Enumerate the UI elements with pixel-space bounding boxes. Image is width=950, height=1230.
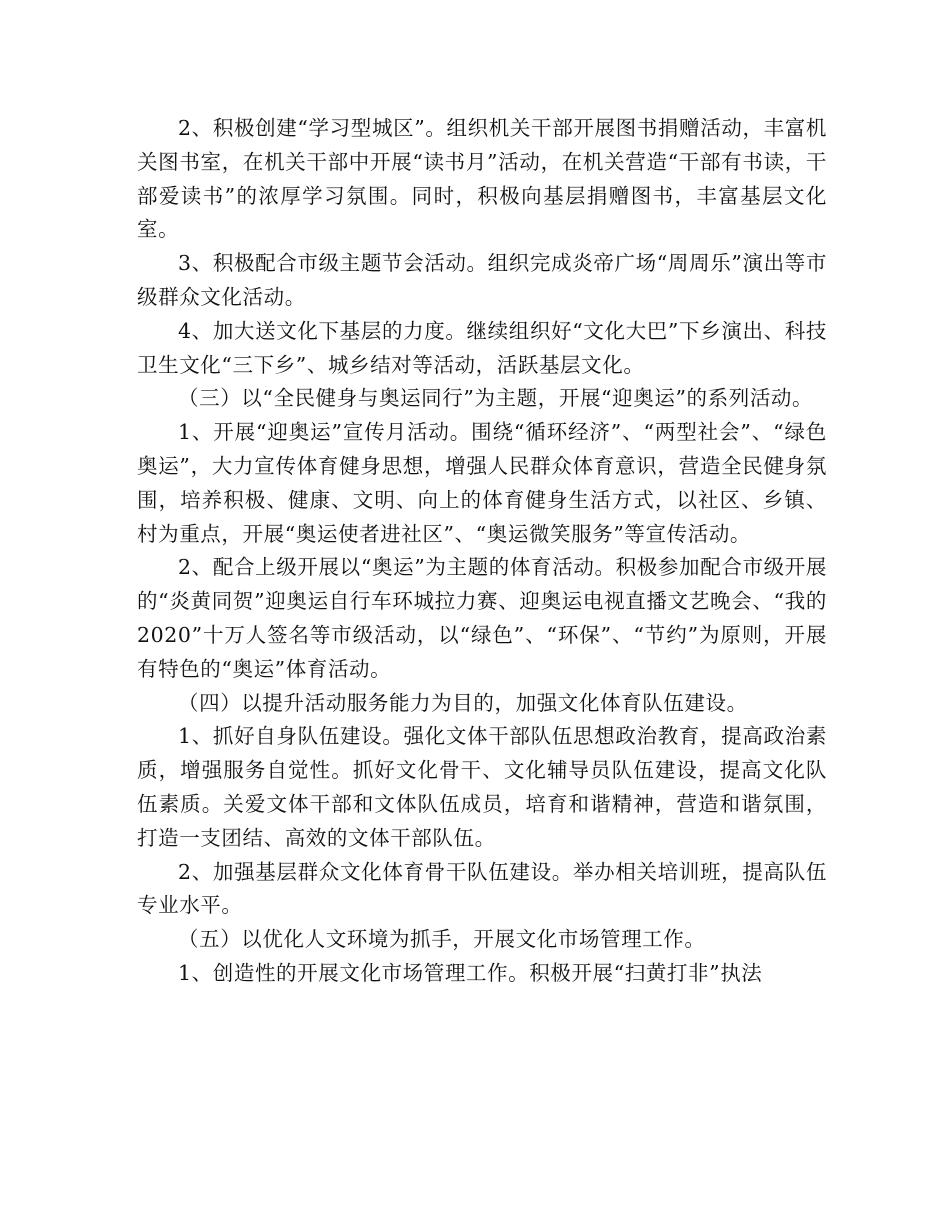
section-heading-5-market-management: （五）以优化人文环境为抓手，开展文化市场管理工作。 xyxy=(178,927,706,952)
paragraph-item-1-market-management: 1、创造性的开展文化市场管理工作。积极开展“扫黄打非”执法 xyxy=(178,960,763,985)
paragraph-item-2-olympics-sports: 2、配合上级开展以“奥运”为主题的体育活动。积极参加配合市级开展的“炎黄同贺”迎奥运自行车环城拉力赛、迎奥运电视直播文艺晚会、“我的2020”十万人签名等市级活动，以“绿色”、“环保”、“节约”为原则，开展有特色的“奥运”体育活动。 xyxy=(137,555,827,681)
paragraph-item-4-culture-to-grassroots: 4、加大送文化下基层的力度。继续组织好“文化大巴”下乡演出、科技卫生文化“三下乡”、城乡结对等活动，活跃基层文化。 xyxy=(137,318,827,377)
paragraph-item-3-festival-activities: 3、积极配合市级主题节会活动。组织完成炎帝广场“周周乐”演出等市级群众文化活动。 xyxy=(137,251,827,309)
section-heading-4-team-building: （四）以提升活动服务能力为目的，加强文化体育队伍建设。 xyxy=(178,690,748,715)
paragraph-item-1-olympics-promotion: 1、开展“迎奥运”宣传月活动。围绕“循环经济”、“两型社会”、“绿色奥运”，大力宣传体育健身思想，增强人民群众体育意识，营造全民健身氛围，培养积极、健康、文明、向上的体育健身生活方式，以社区、乡镇、村为重点，开展“奥运使者进社区”、“奥运微笑服务”等宣传活动。 xyxy=(137,420,827,546)
paragraph-item-1-own-team: 1、抓好自身队伍建设。强化文体干部队伍思想政治教育，提高政治素质，增强服务自觉性。抓好文化骨干、文化辅导员队伍建设，提高文化队伍素质。关爱文体干部和文体队伍成员，培育和谐精神，营造和谐氛围，打造一支团结、高效的文体干部队伍。 xyxy=(137,724,827,850)
section-heading-3-olympics: （三）以“全民健身与奥运同行”为主题，开展“迎奥运”的系列活动。 xyxy=(178,386,814,411)
paragraph-item-2-grassroots-team: 2、加强基层群众文化体育骨干队伍建设。举办相关培训班，提高队伍专业水平。 xyxy=(137,859,827,918)
paragraph-item-2-learning-city: 2、积极创建“学习型城区”。组织机关干部开展图书捐赠活动，丰富机关图书室，在机关干部中开展“读书月”活动，在机关营造“干部有书读，干部爱读书”的浓厚学习氛围。同时，积极向基层捐赠图书，丰富基层文化室。 xyxy=(137,116,827,242)
document-body xyxy=(137,112,827,991)
